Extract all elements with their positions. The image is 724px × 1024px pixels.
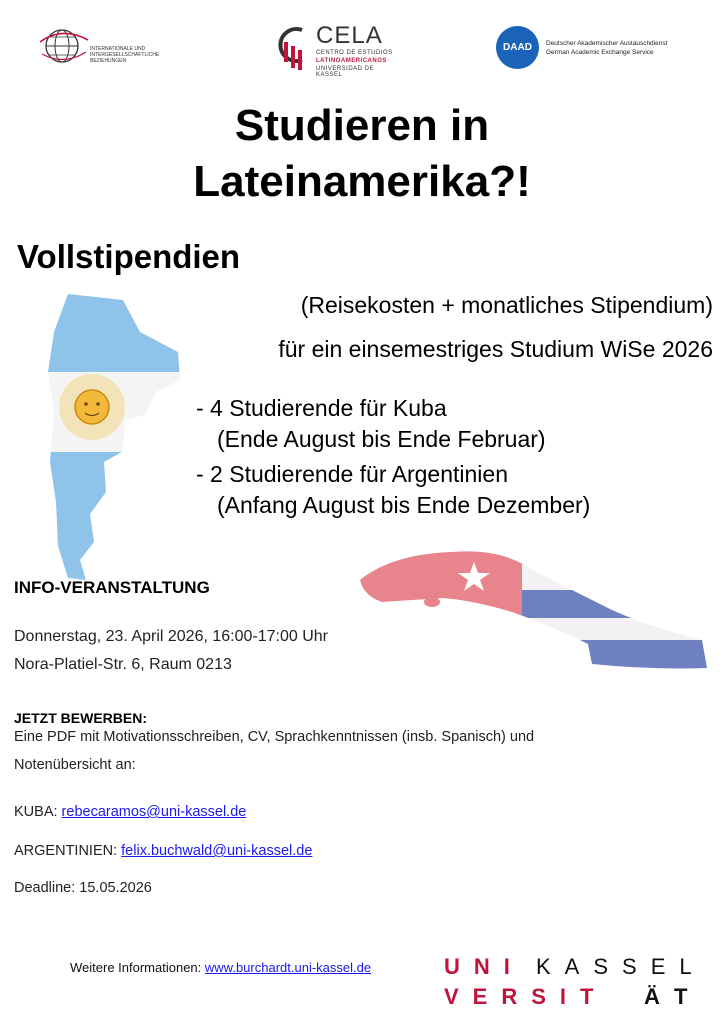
info-place: Nora-Platiel-Str. 6, Raum 0213 — [14, 656, 232, 673]
costs-text: (Reisekosten + monatliches Stipendium) — [300, 292, 713, 318]
cela-logo — [272, 22, 402, 78]
argentina-flag-map — [28, 292, 188, 582]
uni-logo-versit: VERSIT — [444, 984, 608, 1009]
cuba-label: KUBA: — [14, 804, 62, 820]
daad-line1: Deutscher Akademischer Austauschdienst — [546, 40, 668, 47]
more-info-label: Weitere Informationen: — [70, 960, 205, 975]
uni-logo-ae: Ä — [644, 984, 674, 1009]
info-heading: INFO-VERANSTALTUNG — [14, 578, 210, 597]
item-period: (Ende August bis Ende Februar) — [217, 426, 546, 452]
apply-text-line2: Notenübersicht an: — [14, 757, 136, 773]
cela-line1: CENTRO DE ESTUDIOS — [316, 50, 393, 56]
ib-logo-text: INTERNATIONALE UND INTERGESELLSCHAFTLICHE BEZIEHUNGEN — [90, 46, 160, 64]
title-line1: Studieren in — [234, 101, 490, 150]
info-date: Donnerstag, 23. April 2026, 16:00-17:00 Uhr — [14, 628, 328, 645]
globe-icon — [38, 22, 90, 72]
website-link[interactable]: www.burchardt.uni-kassel.de — [204, 960, 372, 975]
argentina-label: ARGENTINIEN: — [14, 843, 122, 859]
deadline: Deadline: 15.05.2026 — [14, 880, 152, 896]
cuba-email-link[interactable]: rebecaramos@uni-kassel.de — [61, 804, 247, 820]
title-line2: Lateinamerika?! — [193, 157, 531, 206]
cela-line3: UNIVERSIDAD DE KASSEL — [316, 66, 375, 78]
list-item — [196, 393, 546, 455]
argentina-email-link[interactable]: felix.buchwald@uni-kassel.de — [121, 843, 313, 859]
cela-mark-icon — [272, 22, 312, 72]
study-text: für ein einsemestriges Studium WiSe 2026 — [278, 336, 713, 362]
uni-logo-t: T — [674, 984, 702, 1009]
apply-text-line1: Eine PDF mit Motivationsschreiben, CV, Sprachkenntnissen (insb. Spanisch) und — [14, 729, 535, 745]
uni-logo-uni: UNI — [444, 954, 524, 979]
item-title: - 4 Studierende für Kuba — [196, 395, 447, 421]
apply-heading: JETZT BEWERBEN: — [14, 710, 147, 726]
cuba-flag-map — [352, 540, 712, 680]
argentina-contact — [14, 843, 312, 859]
list-item — [196, 459, 590, 521]
uni-kassel-logo — [444, 952, 704, 1012]
cela-line2: LATINOAMERICANOS — [316, 58, 387, 64]
more-info — [70, 960, 371, 975]
sun-icon — [59, 374, 125, 440]
subtitle: Vollstipendien — [17, 238, 241, 275]
cela-name: CELA — [316, 22, 383, 49]
item-title: - 2 Studierende für Argentinien — [196, 461, 508, 487]
daad-badge: DAAD — [496, 26, 539, 69]
daad-logo — [496, 26, 696, 70]
ib-logo — [38, 22, 160, 74]
cuba-contact — [14, 804, 246, 820]
item-period: (Anfang August bis Ende Dezember) — [217, 492, 591, 518]
uni-logo-kassel: KASSEL — [536, 954, 706, 979]
page-title — [0, 98, 724, 210]
daad-line2: German Academic Exchange Service — [546, 49, 654, 56]
